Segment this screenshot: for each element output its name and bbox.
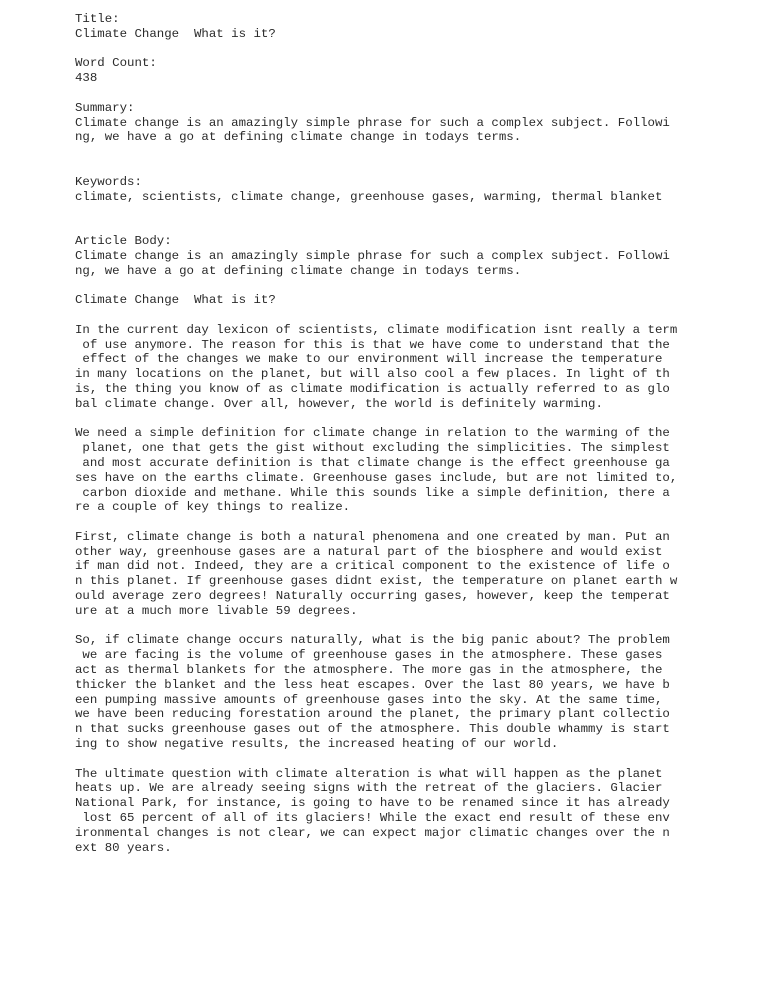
paragraph-line: n this planet. If greenhouse gases didnt exist, the temperature on planet earth w: [75, 574, 678, 589]
spacer: [75, 204, 755, 234]
paragraph-line: if man did not. Indeed, they are a critical component to the existence of life o: [75, 559, 670, 574]
paragraph-line: ses have on the earths climate. Greenhouse gases include, but are not limited to,: [75, 470, 678, 485]
paragraph: [75, 426, 755, 515]
title-label: Title:: [75, 12, 120, 26]
spacer: [75, 308, 755, 323]
paragraph-line: n that sucks greenhouse gases out of the atmosphere. This double whammy is start: [75, 722, 670, 737]
paragraph-line: and most accurate definition is that climate change is the effect greenhouse ga: [75, 455, 670, 470]
body-heading: Climate Change What is it?: [75, 293, 276, 308]
spacer: [75, 42, 755, 57]
document: [75, 12, 755, 855]
paragraph-line: So, if climate change occurs naturally, what is the big panic about? The problem: [75, 633, 670, 648]
summary-line: ng, we have a go at defining climate change in todays terms.: [75, 130, 522, 145]
paragraph-line: other way, greenhouse gases are a natural part of the biosphere and would exist: [75, 544, 663, 559]
paragraph-line: ext 80 years.: [75, 840, 172, 855]
paragraph-line: we have been reducing forestation around the planet, the primary plant collectio: [75, 707, 670, 722]
paragraph-line: ing to show negative results, the increased heating of our world.: [75, 737, 559, 752]
paragraph-line: ure at a much more livable 59 degrees.: [75, 603, 358, 618]
paragraph: [75, 767, 755, 856]
spacer: [75, 86, 755, 101]
paragraph-line: National Park, for instance, is going to have to be renamed since it has already: [75, 796, 670, 811]
paragraph-line: planet, one that gets the gist without excluding the simplicities. The simplest: [75, 441, 670, 456]
paragraph-line: is, the thing you know of as climate modification is actually referred to as glo: [75, 381, 670, 396]
spacer: [75, 278, 755, 293]
paragraph-line: We need a simple definition for climate change in relation to the warming of the: [75, 426, 670, 441]
paragraph: [75, 323, 755, 412]
spacer: [75, 412, 755, 427]
body-intro-line: ng, we have a go at defining climate change in todays terms.: [75, 263, 522, 278]
paragraph-line: we are facing is the volume of greenhouse gases in the atmosphere. These gases: [75, 648, 663, 663]
spacer: [75, 515, 755, 530]
paragraph-line: een pumping massive amounts of greenhouse gases into the sky. At the same time,: [75, 692, 663, 707]
paragraph-line: ironmental changes is not clear, we can expect major climatic changes over the n: [75, 825, 670, 840]
summary-label: Summary:: [75, 100, 135, 115]
spacer: [75, 619, 755, 634]
paragraph: [75, 633, 755, 751]
paragraph-line: carbon dioxide and methane. While this sounds like a simple definition, there a: [75, 485, 670, 500]
paragraph-line: ould average zero degrees! Naturally occurring gases, however, keep the temperat: [75, 589, 670, 604]
keywords-value: climate, scientists, climate change, greenhouse gases, warming, thermal blanket: [75, 189, 663, 204]
paragraph-line: of use anymore. The reason for this is that we have come to understand that the: [75, 337, 670, 352]
spacer: [75, 752, 755, 767]
article-body-label: Article Body:: [75, 233, 172, 248]
title-value: Climate Change What is it?: [75, 26, 276, 41]
paragraph-line: re a couple of key things to realize.: [75, 500, 351, 515]
paragraph-line: In the current day lexicon of scientists, climate modification isnt really a term: [75, 322, 678, 337]
word-count-label: Word Count:: [75, 56, 157, 71]
keywords-label: Keywords:: [75, 174, 142, 189]
paragraph: [75, 530, 755, 619]
paragraph-line: thicker the blanket and the less heat escapes. Over the last 80 years, we have b: [75, 677, 670, 692]
summary-line: Climate change is an amazingly simple phrase for such a complex subject. Followi: [75, 115, 670, 130]
paragraph-line: The ultimate question with climate alteration is what will happen as the planet: [75, 766, 663, 781]
word-count-value: 438: [75, 71, 98, 86]
paragraph-line: lost 65 percent of all of its glaciers! While the exact end result of these env: [75, 811, 670, 826]
paragraph-line: act as thermal blankets for the atmosphere. The more gas in the atmosphere, the: [75, 663, 663, 678]
paragraph-line: First, climate change is both a natural phenomena and one created by man. Put an: [75, 529, 670, 544]
body-intro-line: Climate change is an amazingly simple phrase for such a complex subject. Followi: [75, 248, 670, 263]
paragraph-line: effect of the changes we make to our environment will increase the temperature: [75, 352, 663, 367]
spacer: [75, 145, 755, 175]
paragraph-line: heats up. We are already seeing signs with the retreat of the glaciers. Glacier: [75, 781, 663, 796]
paragraph-line: in many locations on the planet, but will also cool a few places. In light of th: [75, 367, 670, 382]
paragraph-line: bal climate change. Over all, however, the world is definitely warming.: [75, 396, 603, 411]
